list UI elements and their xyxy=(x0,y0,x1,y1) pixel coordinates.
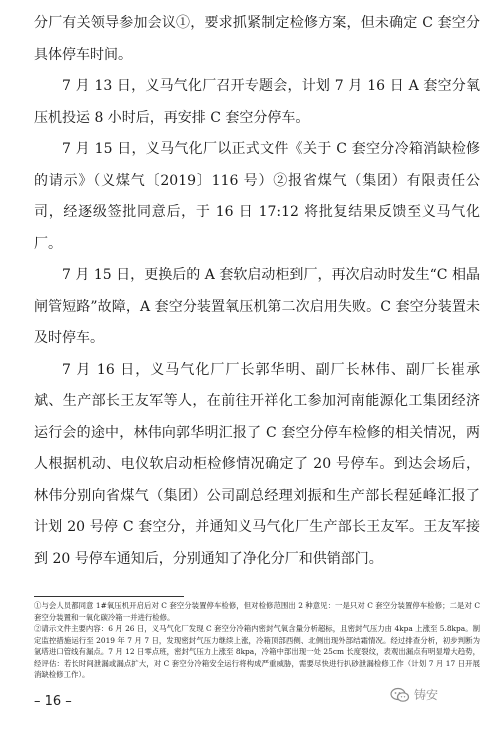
paragraph: 7 月 15 日，更换后的 A 套软启动柜到厂，再次启动时发生“C 相晶闸管短路”故障，A 套空分装置氧压机第二次启用失败。C 套空分装置未及时停车。 xyxy=(34,267,480,346)
paragraph: 7 月 13 日，义马气化厂召开专题会，计划 7 月 16 日 A 套空分氧压机投运 8 小时后，再安排 C 套空分停车。 xyxy=(34,78,480,126)
footnote-2: ②请示文件主要内容：6 月 26 日，义马气化厂发现 C 套空分冷箱内密封气氧含量分析超标，且密封气压力由 4kpa 上涨至 5.8kpa。制定监控措施运行至 2019 年 7 月 7 日，发现密封气压力继续上涨，冷箱顶部西侧、北侧出现外部结霜情况。经过排查分析，初步判断为氩塔进口管线有漏点。7 月 12 日零点班，密封气压力上涨至 8kpa，冷箱中部出现一处 25cm 长度裂纹，表观出漏点有明显增大趋势，经评估：若长时间泄漏或漏点扩大，对 C 套空分冷箱安全运行将构成严重威胁，需要尽快进行扒砂泄漏检修工作（计划 7 月 17 日开展消缺检修工作）。 xyxy=(34,624,480,679)
watermark xyxy=(390,686,438,703)
wechat-icon xyxy=(390,687,410,703)
paragraph-continuation: 分厂有关领导参加会议①，要求抓紧制定检修方案，但未确定 C 套空分具体停车时间。 xyxy=(34,15,480,63)
paragraph: 7 月 16 日，义马气化厂厂长郭华明、副厂长林伟、副厂长崔承斌、生产部长王友军等人，在前往开祥化工参加河南能源化工集团经济运行会的途中，林伟向郭华明汇报了 C 套空分停车检修的相关情况，两人根据机动、电仪软启动柜检修情况确定了 20 号停车。到达会场后，林伟分别向省煤气（集团）公司副总经理刘振和生产部长程延峰汇报了计划 20 号停 C 套空分，并通知义马气化厂生产部长王友军。王友军接到 20 号停车通知后，分别通知了净化分厂和供销部门。 xyxy=(34,361,480,567)
footnote-divider xyxy=(34,596,184,597)
footnotes xyxy=(34,600,480,681)
page-number: – 16 – xyxy=(34,694,72,709)
body-text xyxy=(34,8,480,575)
footnote-1: ①与会人员都同意 1#氧压机开启后对 C 套空分装置停车检修，但对检修范围出 2 种意见：一是只对 C 套空分装置停车检修；二是对 C 套空分装置和一氧化碳冷箱一并进行检修。 xyxy=(34,601,480,622)
watermark-text: 铸安 xyxy=(414,688,439,702)
paragraph: 7 月 15 日，义马气化厂以正式文件《关于 C 套空分冷箱消缺检修的请示》（义煤气〔2019〕116 号）②报省煤气（集团）有限责任公司，经逐级签批同意后，于 16 日 17:12 将批复结果反馈至义马气化厂。 xyxy=(34,141,480,252)
